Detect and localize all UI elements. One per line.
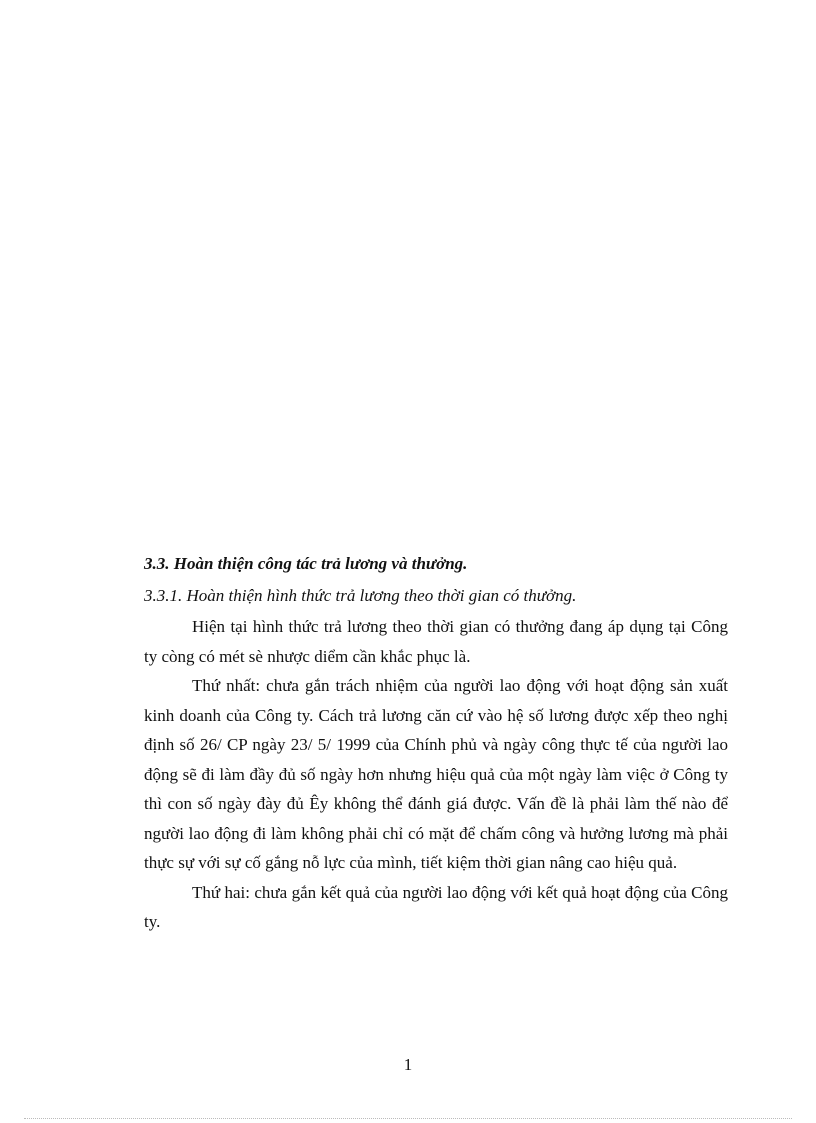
body-content (144, 550, 728, 937)
paragraph-first-point: Thứ nhất: chưa gắn trách nhiệm của người lao động với hoạt động sản xuất kinh doanh của Công ty. Cách trả lương căn cứ vào hệ số lương được xếp theo nghị định số 26/ CP ngày 23/ 5/ 1999 của Chính phủ và ngày công thực tế của người lao động sẽ đi làm đầy đủ số ngày hơn nhưng hiệu quả của một ngày làm việc ở Công ty thì con số ngày đày đủ Êy không thể đánh giá được. Vấn đề là phải làm thế nào để người lao động đi làm không phải chỉ có mặt để chấm công và hưởng lương mà phải thực sự với sự cố gắng nỗ lực của mình, tiết kiệm thời gian nâng cao hiệu quả. (144, 676, 728, 872)
subsection-heading: 3.3.1. Hoàn thiện hình thức trả lương theo thời gian có thưởng. (144, 586, 577, 605)
paragraph-intro: Hiện tại hình thức trả lương theo thời gian có thưởng đang áp dụng tại Công ty còng có mét sè nhược diểm cần khắc phục là. (144, 617, 728, 666)
page-bottom-divider (24, 1118, 792, 1119)
page-number: 1 (403, 1055, 413, 1074)
paragraph-second-point: Thứ hai: chưa gắn kết quả của người lao động với kết quả hoạt động của Công ty. (144, 882, 728, 931)
section-heading: 3.3. Hoàn thiện công tác trả lương và thưởng. (144, 554, 468, 573)
